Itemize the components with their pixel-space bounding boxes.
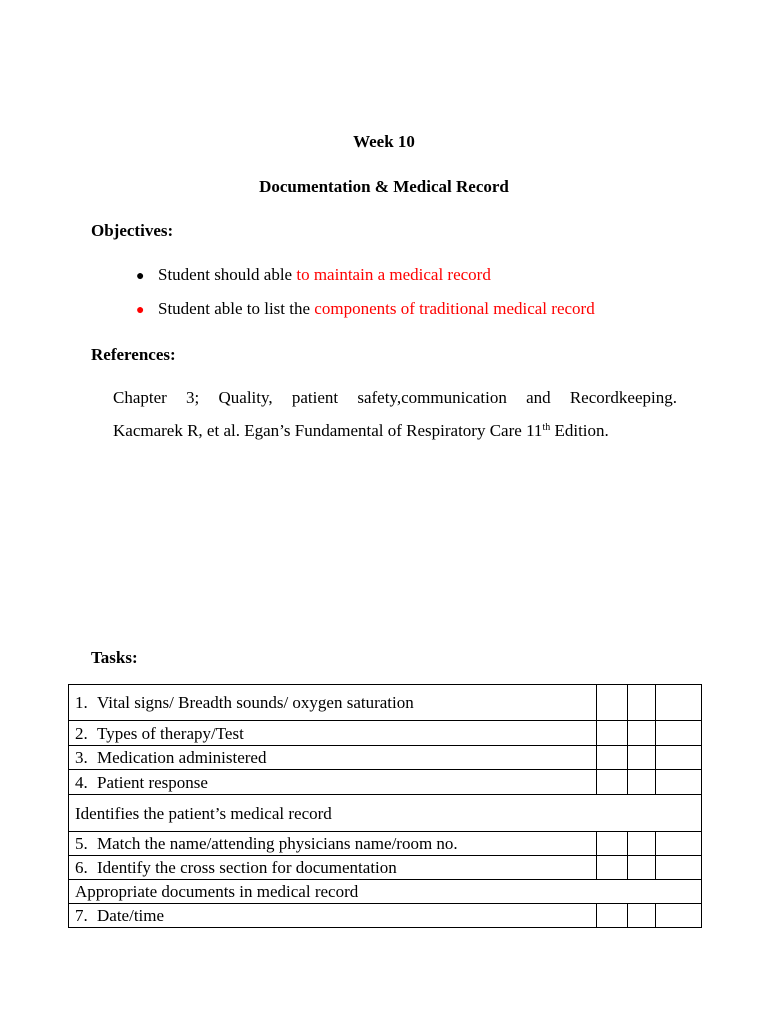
tasks-table [68, 684, 702, 928]
task-cell: 4. Patient response [69, 770, 597, 795]
check-cell[interactable] [597, 832, 628, 856]
check-cell[interactable] [597, 746, 628, 770]
document-title: Documentation & Medical Record [259, 177, 509, 196]
table-section-row [69, 795, 702, 832]
check-cell[interactable] [656, 856, 702, 880]
table-section-row [69, 880, 702, 904]
task-cell: 6. Identify the cross section for documentation [69, 856, 597, 880]
check-cell[interactable] [628, 746, 656, 770]
table-row [69, 770, 702, 795]
check-cell[interactable] [597, 904, 628, 928]
check-cell[interactable] [628, 856, 656, 880]
check-cell[interactable] [656, 746, 702, 770]
reference-citation: Kacmarek R, et al. Egan’s Fundamental of Respiratory Care 11 [113, 421, 543, 440]
check-cell[interactable] [597, 856, 628, 880]
objective-highlight: components of traditional medical record [314, 299, 595, 318]
check-cell[interactable] [628, 721, 656, 746]
table-row [69, 856, 702, 880]
check-cell[interactable] [597, 685, 628, 721]
bullet-icon: ● [136, 303, 145, 318]
task-cell: 7. Date/time [69, 904, 597, 928]
table-row [69, 746, 702, 770]
check-cell[interactable] [656, 685, 702, 721]
check-cell[interactable] [656, 904, 702, 928]
objective-prefix: Student able to list the [158, 299, 315, 318]
table-row [69, 685, 702, 721]
table-row [69, 832, 702, 856]
task-cell: 5. Match the name/attending physicians name/room no. [69, 832, 597, 856]
table-row [69, 904, 702, 928]
objective-prefix: Student should able [158, 265, 297, 284]
check-cell[interactable] [628, 904, 656, 928]
task-cell: 3. Medication administered [69, 746, 597, 770]
check-cell[interactable] [656, 832, 702, 856]
bullet-icon: ● [136, 269, 145, 284]
check-cell[interactable] [628, 685, 656, 721]
reference-line-1: Chapter 3; Quality, patient safety,communication and Recordkeeping. [113, 388, 677, 407]
tasks-heading: Tasks: [91, 648, 138, 667]
objective-highlight: to maintain a medical record [296, 265, 491, 284]
references-heading: References: [91, 345, 176, 364]
objective-item-2 [136, 299, 595, 321]
task-cell: 2. Types of therapy/Test [69, 721, 597, 746]
check-cell[interactable] [597, 721, 628, 746]
check-cell[interactable] [628, 832, 656, 856]
check-cell[interactable] [656, 721, 702, 746]
section-cell: Identifies the patient’s medical record [69, 795, 702, 832]
reference-superscript: th [542, 422, 551, 433]
check-cell[interactable] [597, 770, 628, 795]
check-cell[interactable] [628, 770, 656, 795]
task-cell: 1. Vital signs/ Breadth sounds/ oxygen saturation [69, 685, 597, 721]
table-row [69, 721, 702, 746]
reference-edition: Edition. [550, 421, 609, 440]
objectives-heading: Objectives: [91, 221, 174, 240]
check-cell[interactable] [656, 770, 702, 795]
week-label: Week 10 [353, 132, 415, 151]
section-cell: Appropriate documents in medical record [69, 880, 702, 904]
reference-line-2 [113, 421, 677, 441]
objective-item-1 [136, 265, 491, 287]
